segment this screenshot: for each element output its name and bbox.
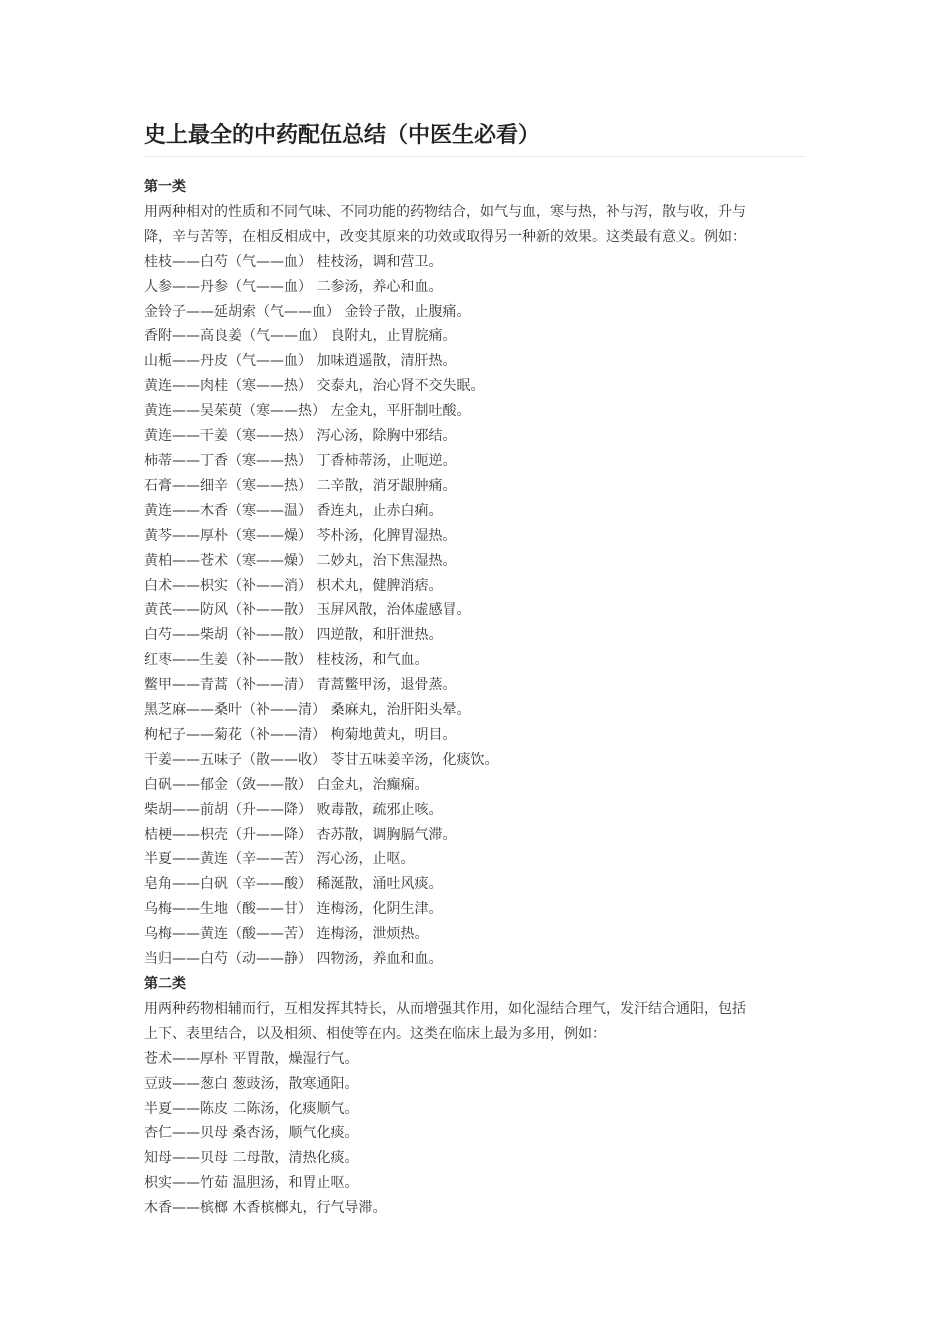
section-heading: 第二类 [144, 976, 186, 992]
pairing-item: 黑芝麻——桑叶（补——清） 桑麻丸，治肝阳头晕。 [144, 702, 471, 719]
pairing-item: 苍术——厚朴 平胃散，燥湿行气。 [144, 1050, 359, 1067]
section-intro-line: 用两种药物相辅而行，互相发挥其特长，从而增强其作用，如化湿结合理气，发汗结合通阳，包括 [144, 1000, 746, 1017]
pairing-item: 当归——白芍（动——静） 四物汤，养血和血。 [144, 951, 443, 968]
pairing-item: 杏仁——贝母 桑杏汤，顺气化痰。 [144, 1125, 359, 1142]
pairing-item: 香附——高良姜（气——血） 良附丸，止胃脘痛。 [144, 328, 457, 345]
pairing-item: 黄连——吴茱萸（寒——热） 左金丸，平肝制吐酸。 [144, 403, 471, 420]
pairing-item: 木香——槟榔 木香槟榔丸，行气导滞。 [144, 1200, 387, 1217]
pairing-item: 乌梅——生地（酸——甘） 连梅汤，化阴生津。 [144, 901, 443, 918]
pairing-item: 黄连——干姜（寒——热） 泻心汤，除胸中邪结。 [144, 428, 457, 445]
pairing-item: 白术——枳实（补——消） 枳术丸，健脾消痞。 [144, 577, 443, 594]
document-page [144, 118, 806, 1221]
pairing-item: 黄芪——防风（补——散） 玉屏风散，治体虚感冒。 [144, 602, 471, 619]
pairing-item: 柴胡——前胡（升——降） 败毒散，疏邪止咳。 [144, 801, 443, 818]
pairing-item: 石膏——细辛（寒——热） 二辛散，消牙龈肿痛。 [144, 477, 457, 494]
pairing-item: 红枣——生姜（补——散） 桂枝汤，和气血。 [144, 652, 429, 669]
pairing-item: 半夏——陈皮 二陈汤，化痰顺气。 [144, 1100, 359, 1117]
pairing-item: 黄芩——厚朴（寒——燥） 芩朴汤，化脾胃湿热。 [144, 527, 457, 544]
pairing-item: 白矾——郁金（敛——散） 白金丸，治癫痫。 [144, 776, 429, 793]
pairing-item: 枳实——竹茹 温胆汤，和胃止呕。 [144, 1175, 359, 1192]
section-intro-line: 降，辛与苦等，在相反相成中，改变其原来的功效或取得另一种新的效果。这类最有意义。例如： [144, 228, 746, 245]
pairing-item: 皂角——白矾（辛——酸） 稀涎散，涌吐风痰。 [144, 876, 443, 893]
pairing-item: 豆豉——葱白 葱豉汤，散寒通阳。 [144, 1075, 359, 1092]
pairing-item: 山栀——丹皮（气——血） 加味逍遥散，清肝热。 [144, 353, 457, 370]
pairing-item: 黄柏——苍术（寒——燥） 二妙丸，治下焦湿热。 [144, 552, 457, 569]
pairing-item: 鳖甲——青蒿（补——清） 青蒿鳖甲汤，退骨蒸。 [144, 677, 457, 694]
pairing-item: 白芍——柴胡（补——散） 四逆散，和肝泄热。 [144, 627, 443, 644]
pairing-item: 黄连——肉桂（寒——热） 交泰丸，治心肾不交失眠。 [144, 378, 485, 395]
section-heading: 第一类 [144, 179, 186, 195]
pairing-item: 桔梗——枳壳（升——降） 杏苏散，调胸膈气滞。 [144, 826, 457, 843]
section-intro-line: 用两种相对的性质和不同气味、不同功能的药物结合，如气与血，寒与热，补与泻，散与收，升与 [144, 203, 746, 220]
pairing-item: 半夏——黄连（辛——苦） 泻心汤，止呕。 [144, 851, 415, 868]
pairing-item: 人参——丹参（气——血） 二参汤，养心和血。 [144, 278, 443, 295]
pairing-item: 金铃子——延胡索（气——血） 金铃子散，止腹痛。 [144, 303, 471, 320]
page-title: 史上最全的中药配伍总结（中医生必看） [144, 118, 806, 157]
pairing-item: 干姜——五味子（散——收） 苓甘五味姜辛汤，化痰饮。 [144, 751, 499, 768]
pairing-item: 柿蒂——丁香（寒——热） 丁香柿蒂汤，止呃逆。 [144, 452, 457, 469]
section-intro-line: 上下、表里结合，以及相须、相使等在内。这类在临床上最为多用，例如： [144, 1025, 606, 1042]
pairing-item: 黄连——木香（寒——温） 香连丸，止赤白痢。 [144, 502, 443, 519]
pairing-item: 知母——贝母 二母散，清热化痰。 [144, 1150, 359, 1167]
pairing-item: 乌梅——黄连（酸——苦） 连梅汤，泄烦热。 [144, 926, 429, 943]
pairing-item: 桂枝——白芍（气——血） 桂枝汤，调和营卫。 [144, 253, 443, 270]
article-body [144, 175, 806, 1221]
pairing-item: 枸杞子——菊花（补——清） 枸菊地黄丸，明目。 [144, 726, 457, 743]
